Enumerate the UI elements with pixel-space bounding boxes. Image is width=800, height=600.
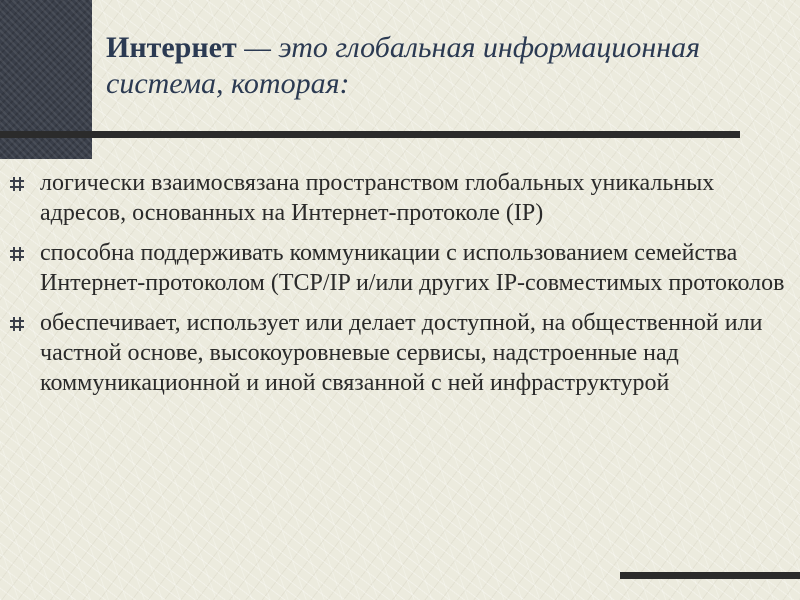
bullet-item	[10, 308, 790, 398]
title-divider-rule	[0, 131, 740, 138]
bullet-text: способна поддерживать коммуникации с использованием семейства Интернет-протоколом (TCP/IP и/или других IP-совместимых протоколов	[40, 240, 785, 296]
bottom-divider-rule	[620, 572, 800, 579]
title-term: Интернет	[106, 31, 237, 64]
bullet-item	[10, 238, 790, 298]
bullet-text: логически взаимосвязана пространством глобальных уникальных адресов, основанных на Интернет-протоколе (IP)	[40, 170, 715, 226]
square-hash-bullet-icon	[10, 317, 24, 331]
square-hash-bullet-icon	[10, 177, 24, 191]
bullet-item	[10, 168, 790, 228]
bullet-list	[10, 168, 790, 408]
slide-title	[106, 30, 766, 102]
bullet-text: обеспечивает, использует или делает доступной, на общественной или частной основе, высокоуровневые сервисы, надстроенные над коммуникационной и иной связанной с ней инфраструктурой	[40, 310, 763, 396]
title-definition: — это глобальная информационная система, которая:	[106, 31, 701, 100]
square-hash-bullet-icon	[10, 247, 24, 261]
